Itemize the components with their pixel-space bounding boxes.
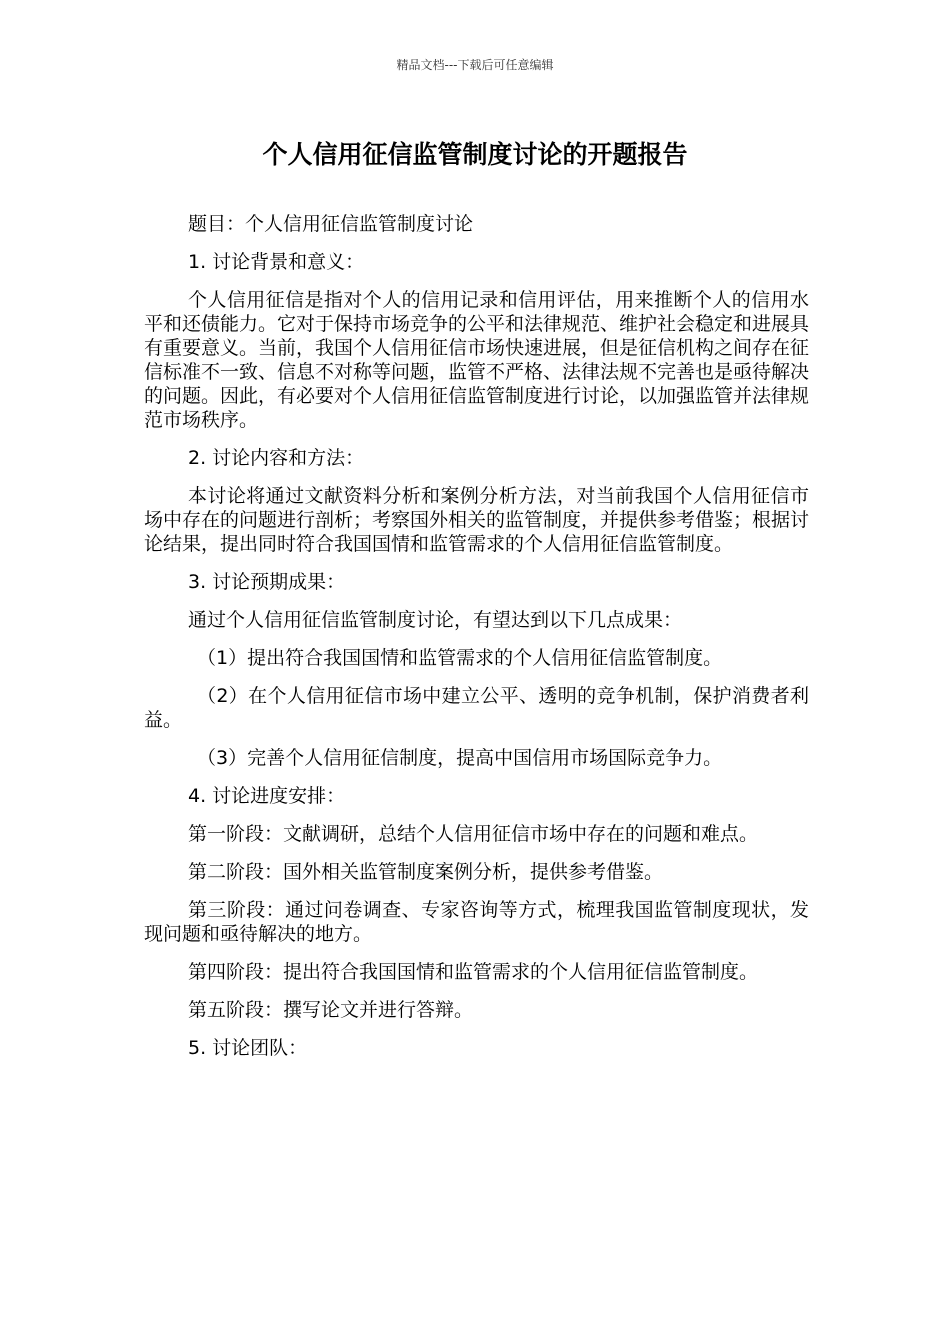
schedule-stage: 第二阶段：国外相关监管制度案例分析，提供参考借鉴。 [188,861,664,883]
section-heading-content-method: 2. 讨论内容和方法： [188,447,365,469]
header-note: 精品文档---下载后可任意编辑 [396,58,554,72]
expected-result-item: （3）完善个人信用征信制度，提高中国信用市场国际竞争力。 [197,747,723,769]
expected-result-item: （1）提出符合我国国情和监管需求的个人信用征信监管制度。 [197,647,723,669]
section-heading-team: 5. 讨论团队： [188,1037,308,1059]
expected-result-item: （2）在个人信用征信市场中建立公平、透明的竞争机制，保护消费者利益。 [144,685,809,731]
schedule-stage: 第四阶段：提出符合我国国情和监管需求的个人信用征信监管制度。 [188,961,759,983]
schedule-stage: 第三阶段：通过问卷调查、专家咨询等方式，梳理我国监管制度现状，发现问题和亟待解决的地方。 [144,899,809,945]
topic-line: 题目：个人信用征信监管制度讨论 [188,213,474,235]
background-paragraph: 个人信用征信是指对个人的信用记录和信用评估，用来推断个人的信用水平和还债能力。它对于保持市场竞争的公平和法律规范、维护社会稳定和进展具有重要意义。当前，我国个人信用征信市场快速进展，但是征信机构之间存在征信标准不一致、信息不对称等问题，监管不严格、法律法规不完善也是亟待解决的问题。因此，有必要对个人信用征信监管制度进行讨论，以加强监管并法律规范市场秩序。 [144,289,810,431]
content-method-paragraph: 本讨论将通过文献资料分析和案例分析方法，对当前我国个人信用征信市场中存在的问题进行剖析；考察国外相关的监管制度，并提供参考借鉴；根据讨论结果，提出同时符合我国国情和监管需求的个人信用征信监管制度。 [144,485,810,555]
document-body [144,212,809,1074]
schedule-stage: 第五阶段：撰写论文并进行答辩。 [188,999,474,1021]
schedule-stage: 第一阶段：文献调研，总结个人信用征信市场中存在的问题和难点。 [188,823,759,845]
expected-results-intro: 通过个人信用征信监管制度讨论，有望达到以下几点成果： [188,609,683,631]
section-heading-expected-results: 3. 讨论预期成果： [188,571,346,593]
document-title: 个人信用征信监管制度讨论的开题报告 [262,140,688,169]
section-heading-schedule: 4. 讨论进度安排： [188,785,346,807]
section-heading-background: 1. 讨论背景和意义： [188,251,365,273]
